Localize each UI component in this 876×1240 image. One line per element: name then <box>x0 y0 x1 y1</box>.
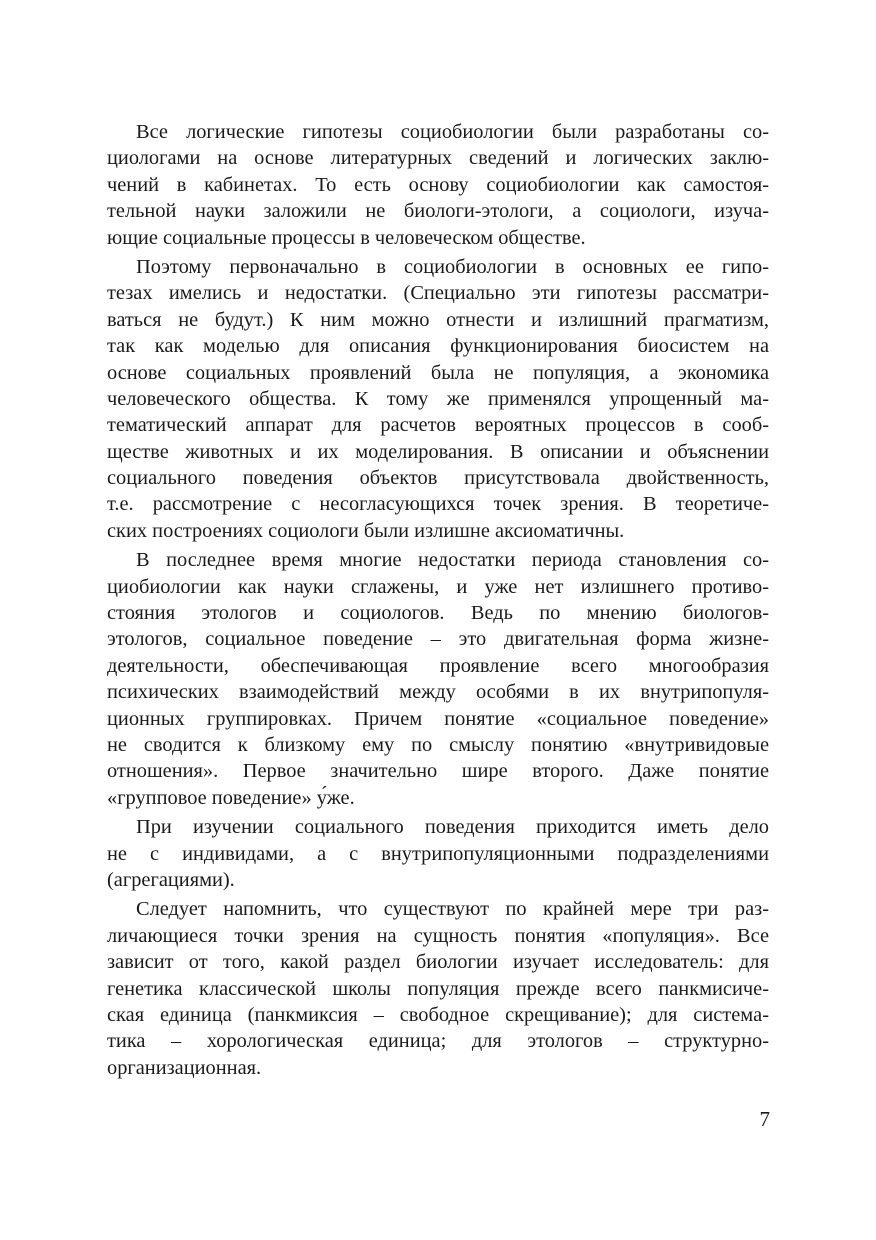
text-line: (агрегациями). <box>107 868 235 891</box>
text-line: Следует напомнить, что существуют по крайней мере три раз- <box>136 898 769 921</box>
text-line: этологов, социальное поведение – это двигательная форма жизне- <box>107 628 769 651</box>
text-line: В последнее время многие недостатки периода становления со- <box>136 549 769 572</box>
text-line: ская единица (панкмиксия – свободное скрещивание); для системa- <box>107 1003 769 1026</box>
text-line: тельной науки заложили не биологи-этологи, а социологи, изуча- <box>107 200 769 223</box>
text-line: генетика классической школы популяция прежде всего панкмисиче- <box>107 977 769 1000</box>
text-line: тематический аппарат для расчетов вероятных процессов в сооб- <box>107 414 769 437</box>
text-line: ционных группировках. Причем понятие «социальное поведение» <box>107 707 769 730</box>
text-line: тика – хорологическая единица; для этологов – структурно- <box>107 1030 769 1053</box>
text-line: При изучении социального поведения приходится иметь дело <box>136 816 769 839</box>
text-line: «групповое поведение» у́же. <box>107 786 355 809</box>
text-line: не с индивидами, а с внутрипопуляционными подразделениями <box>107 842 769 865</box>
paragraph <box>107 254 769 544</box>
body-text <box>107 119 769 1081</box>
paragraph <box>107 814 769 893</box>
text-line: стояния этологов и социологов. Ведь по мнению биологов- <box>107 602 769 625</box>
text-line: организационная. <box>107 1056 262 1079</box>
text-line: тезах имелись и недостатки. (Специально эти гипотезы рассматри- <box>107 282 769 305</box>
paragraph <box>107 896 769 1081</box>
paragraph <box>107 547 769 811</box>
text-line: ваться не будут.) К ним можно отнести и излишний прагматизм, <box>107 308 769 331</box>
text-line: человеческого общества. К тому же применялся упрощенный ма- <box>107 387 769 410</box>
text-line: психических взаимодействий между особями в их внутрипопуля- <box>107 681 769 704</box>
text-line: личающиеся точки зрения на сущность понятия «популяция». Все <box>107 924 769 947</box>
text-line: так как моделью для описания функционирования биосистем на <box>107 335 769 358</box>
text-line: циологами на основе литературных сведений и логических заклю- <box>107 147 769 170</box>
text-line: ществе животных и их моделирования. В описании и объяснении <box>107 440 769 463</box>
text-line: отношения». Первое значительно шире второго. Даже понятие <box>107 760 769 783</box>
paragraph <box>107 119 769 251</box>
text-line: деятельности, обеспечивающая проявление всего многообразия <box>107 654 769 677</box>
text-line: основе социальных проявлений была не популяция, а экономика <box>107 361 769 384</box>
text-line: циобиологии как науки сглажены, и уже нет излишнего противо- <box>107 575 769 598</box>
text-line: чений в кабинетах. То есть основу социобиологии как самостоя- <box>107 173 769 196</box>
text-line: т.е. рассмотрение с несогласующихся точек зрения. В теоретиче- <box>107 493 769 516</box>
page-number: 7 <box>759 1107 770 1131</box>
text-line: ских построениях социологи были излишне аксиоматичны. <box>107 519 625 542</box>
text-line: Все логические гипотезы социобиологии были разработаны со- <box>136 121 769 143</box>
text-line: не сводится к близкому ему по смыслу понятию «внутривидовые <box>107 733 769 756</box>
text-line: зависит от того, какой раздел биологии изучает исследователь: для <box>107 951 769 974</box>
text-line: социального поведения объектов присутствовала двойственность, <box>107 467 769 490</box>
text-line: ющие социальные процессы в человеческом обществе. <box>107 226 586 249</box>
text-line: Поэтому первоначально в социобиологии в основных ее гипо- <box>136 255 769 278</box>
